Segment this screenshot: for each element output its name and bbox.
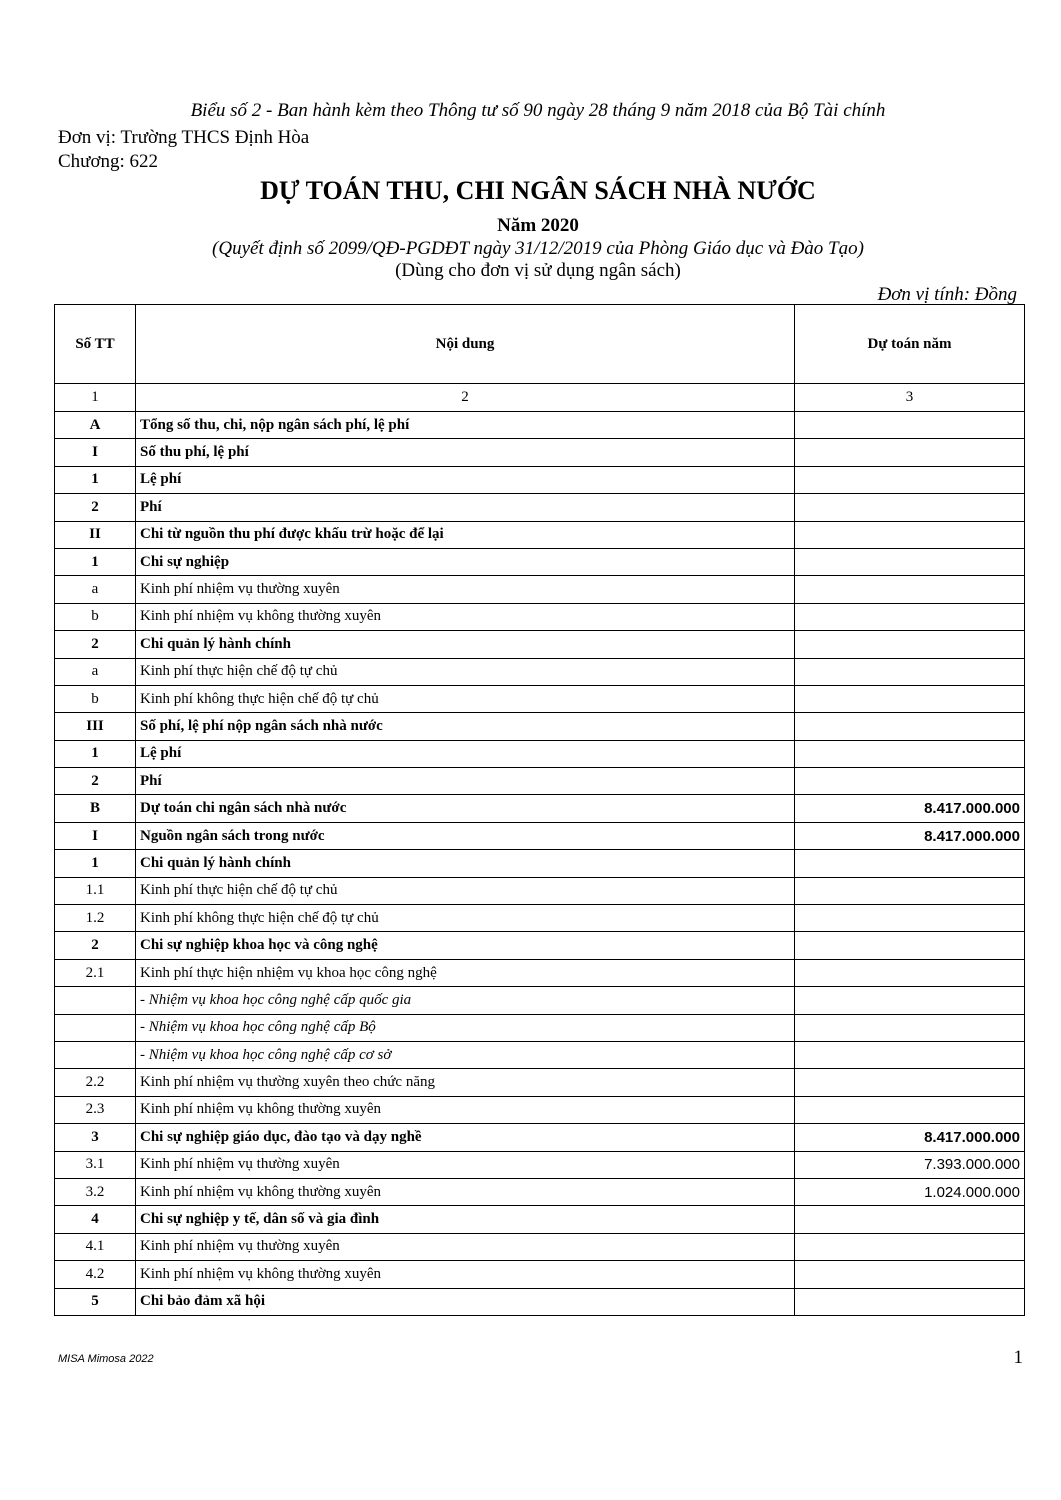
row-amount: 1.024.000.000 — [795, 1178, 1025, 1205]
row-stt: I — [55, 822, 136, 849]
page-number: 1 — [1013, 1347, 1023, 1368]
header-content: Nội dung — [136, 305, 795, 384]
row-amount — [795, 850, 1025, 877]
row-content: Số phí, lệ phí nộp ngân sách nhà nước — [136, 713, 795, 740]
row-content: Kinh phí nhiệm vụ không thường xuyên — [136, 603, 795, 630]
row-stt: A — [55, 412, 136, 439]
row-stt: b — [55, 685, 136, 712]
row-stt — [55, 987, 136, 1014]
row-content: Kinh phí không thực hiện chế độ tự chủ — [136, 685, 795, 712]
table-row — [55, 439, 1025, 466]
column-number: 3 — [795, 384, 1025, 412]
row-stt: a — [55, 576, 136, 603]
currency-unit: Đơn vị tính: Đồng — [877, 284, 1017, 305]
table-row — [55, 1206, 1025, 1233]
row-amount — [795, 1233, 1025, 1260]
row-stt: 4.1 — [55, 1233, 136, 1260]
budget-table — [54, 304, 1025, 1316]
row-content: Nguồn ngân sách trong nước — [136, 822, 795, 849]
row-content: Chi từ nguồn thu phí được khấu trừ hoặc để lại — [136, 521, 795, 548]
row-content: Phí — [136, 768, 795, 795]
row-stt: 2 — [55, 494, 136, 521]
table-row — [55, 1014, 1025, 1041]
row-amount — [795, 932, 1025, 959]
row-amount — [795, 877, 1025, 904]
row-content: - Nhiệm vụ khoa học công nghệ cấp cơ sở — [136, 1041, 795, 1068]
row-content: Kinh phí nhiệm vụ thường xuyên — [136, 1233, 795, 1260]
row-amount — [795, 1288, 1025, 1315]
row-stt — [55, 1041, 136, 1068]
row-content: Kinh phí thực hiện chế độ tự chủ — [136, 877, 795, 904]
table-row — [55, 1261, 1025, 1288]
table-row — [55, 932, 1025, 959]
row-content: - Nhiệm vụ khoa học công nghệ cấp Bộ — [136, 1014, 795, 1041]
row-stt: 4 — [55, 1206, 136, 1233]
table-row — [55, 603, 1025, 630]
row-stt: b — [55, 603, 136, 630]
table-row — [55, 1124, 1025, 1151]
decision-note: (Quyết định số 2099/QĐ-PGDĐT ngày 31/12/2019 của Phòng Giáo dục và Đào Tạo) — [212, 238, 864, 259]
row-amount — [795, 905, 1025, 932]
row-amount — [795, 439, 1025, 466]
table-row — [55, 658, 1025, 685]
row-content: Kinh phí nhiệm vụ không thường xuyên — [136, 1261, 795, 1288]
row-content: Kinh phí thực hiện chế độ tự chủ — [136, 658, 795, 685]
table-row — [55, 1288, 1025, 1315]
usage-note: (Dùng cho đơn vị sử dụng ngân sách) — [395, 260, 681, 281]
row-amount — [795, 466, 1025, 493]
row-content: Tổng số thu, chi, nộp ngân sách phí, lệ phí — [136, 412, 795, 439]
table-row — [55, 877, 1025, 904]
row-stt: 2 — [55, 768, 136, 795]
table-row — [55, 959, 1025, 986]
row-stt: 2.1 — [55, 959, 136, 986]
row-content: Kinh phí nhiệm vụ thường xuyên — [136, 1151, 795, 1178]
row-content: Chi sự nghiệp — [136, 548, 795, 575]
row-stt: 2.3 — [55, 1096, 136, 1123]
row-stt: III — [55, 713, 136, 740]
unit-name: Đơn vị: Trường THCS Định Hòa — [58, 127, 310, 148]
row-amount — [795, 1041, 1025, 1068]
row-amount: 8.417.000.000 — [795, 795, 1025, 822]
row-content: Chi quản lý hành chính — [136, 631, 795, 658]
row-amount — [795, 412, 1025, 439]
table-row — [55, 548, 1025, 575]
table-row — [55, 1096, 1025, 1123]
row-amount — [795, 631, 1025, 658]
row-content: Kinh phí thực hiện nhiệm vụ khoa học công nghệ — [136, 959, 795, 986]
table-row — [55, 1178, 1025, 1205]
table-row — [55, 685, 1025, 712]
page-title: DỰ TOÁN THU, CHI NGÂN SÁCH NHÀ NƯỚC — [260, 176, 816, 205]
row-stt: I — [55, 439, 136, 466]
table-row — [55, 1041, 1025, 1068]
row-stt: 5 — [55, 1288, 136, 1315]
row-content: Kinh phí nhiệm vụ thường xuyên — [136, 576, 795, 603]
row-content: Số thu phí, lệ phí — [136, 439, 795, 466]
row-stt: II — [55, 521, 136, 548]
row-amount — [795, 658, 1025, 685]
table-row — [55, 987, 1025, 1014]
row-amount — [795, 768, 1025, 795]
row-stt: 3 — [55, 1124, 136, 1151]
table-row — [55, 631, 1025, 658]
row-amount — [795, 1206, 1025, 1233]
row-content: Kinh phí nhiệm vụ thường xuyên theo chức năng — [136, 1069, 795, 1096]
table-row — [55, 1069, 1025, 1096]
row-amount — [795, 494, 1025, 521]
row-amount — [795, 576, 1025, 603]
header-amount: Dự toán năm — [795, 305, 1025, 384]
table-row — [55, 768, 1025, 795]
row-amount — [795, 1261, 1025, 1288]
table-row — [55, 521, 1025, 548]
row-content: Chi sự nghiệp giáo dục, đào tạo và dạy nghề — [136, 1124, 795, 1151]
row-amount — [795, 740, 1025, 767]
row-stt: 2.2 — [55, 1069, 136, 1096]
row-stt: B — [55, 795, 136, 822]
row-content: Dự toán chi ngân sách nhà nước — [136, 795, 795, 822]
table-row — [55, 822, 1025, 849]
row-stt: 1.2 — [55, 905, 136, 932]
row-content: Kinh phí không thực hiện chế độ tự chủ — [136, 905, 795, 932]
row-stt: 3.1 — [55, 1151, 136, 1178]
row-amount: 8.417.000.000 — [795, 1124, 1025, 1151]
row-amount: 7.393.000.000 — [795, 1151, 1025, 1178]
row-content: Lệ phí — [136, 466, 795, 493]
table-row — [55, 740, 1025, 767]
table-row — [55, 494, 1025, 521]
table-header-row — [55, 305, 1025, 384]
row-stt: 1 — [55, 740, 136, 767]
table-row — [55, 1151, 1025, 1178]
table-row — [55, 466, 1025, 493]
year: Năm 2020 — [497, 215, 579, 236]
row-amount — [795, 521, 1025, 548]
column-number: 1 — [55, 384, 136, 412]
row-content: - Nhiệm vụ khoa học công nghệ cấp quốc gia — [136, 987, 795, 1014]
column-number: 2 — [136, 384, 795, 412]
table-row — [55, 905, 1025, 932]
row-stt: 3.2 — [55, 1178, 136, 1205]
row-stt: 2 — [55, 631, 136, 658]
row-amount — [795, 987, 1025, 1014]
row-content: Chi quản lý hành chính — [136, 850, 795, 877]
table-row — [55, 412, 1025, 439]
row-amount — [795, 959, 1025, 986]
row-stt: 1 — [55, 850, 136, 877]
row-stt — [55, 1014, 136, 1041]
row-content: Phí — [136, 494, 795, 521]
row-stt: 4.2 — [55, 1261, 136, 1288]
row-amount — [795, 1014, 1025, 1041]
row-amount — [795, 548, 1025, 575]
header-stt: Số TT — [55, 305, 136, 384]
row-amount — [795, 1096, 1025, 1123]
row-content: Kinh phí nhiệm vụ không thường xuyên — [136, 1096, 795, 1123]
row-stt: a — [55, 658, 136, 685]
chapter: Chương: 622 — [58, 151, 159, 172]
row-amount — [795, 603, 1025, 630]
row-content: Lệ phí — [136, 740, 795, 767]
table-row — [55, 850, 1025, 877]
row-stt: 1 — [55, 466, 136, 493]
row-amount: 8.417.000.000 — [795, 822, 1025, 849]
row-content: Kinh phí nhiệm vụ không thường xuyên — [136, 1178, 795, 1205]
row-content: Chi sự nghiệp khoa học và công nghệ — [136, 932, 795, 959]
software-footer: MISA Mimosa 2022 — [58, 1353, 154, 1365]
row-stt: 1.1 — [55, 877, 136, 904]
row-content: Chi sự nghiệp y tế, dân số và gia đình — [136, 1206, 795, 1233]
row-content: Chi bảo đảm xã hội — [136, 1288, 795, 1315]
row-amount — [795, 1069, 1025, 1096]
row-amount — [795, 685, 1025, 712]
table-row — [55, 795, 1025, 822]
row-stt: 1 — [55, 548, 136, 575]
table-row — [55, 1233, 1025, 1260]
table-row — [55, 576, 1025, 603]
row-stt: 2 — [55, 932, 136, 959]
row-amount — [795, 713, 1025, 740]
column-number-row — [55, 384, 1025, 412]
table-row — [55, 713, 1025, 740]
form-note: Biểu số 2 - Ban hành kèm theo Thông tư số 90 ngày 28 tháng 9 năm 2018 của Bộ Tài chính — [190, 100, 886, 121]
